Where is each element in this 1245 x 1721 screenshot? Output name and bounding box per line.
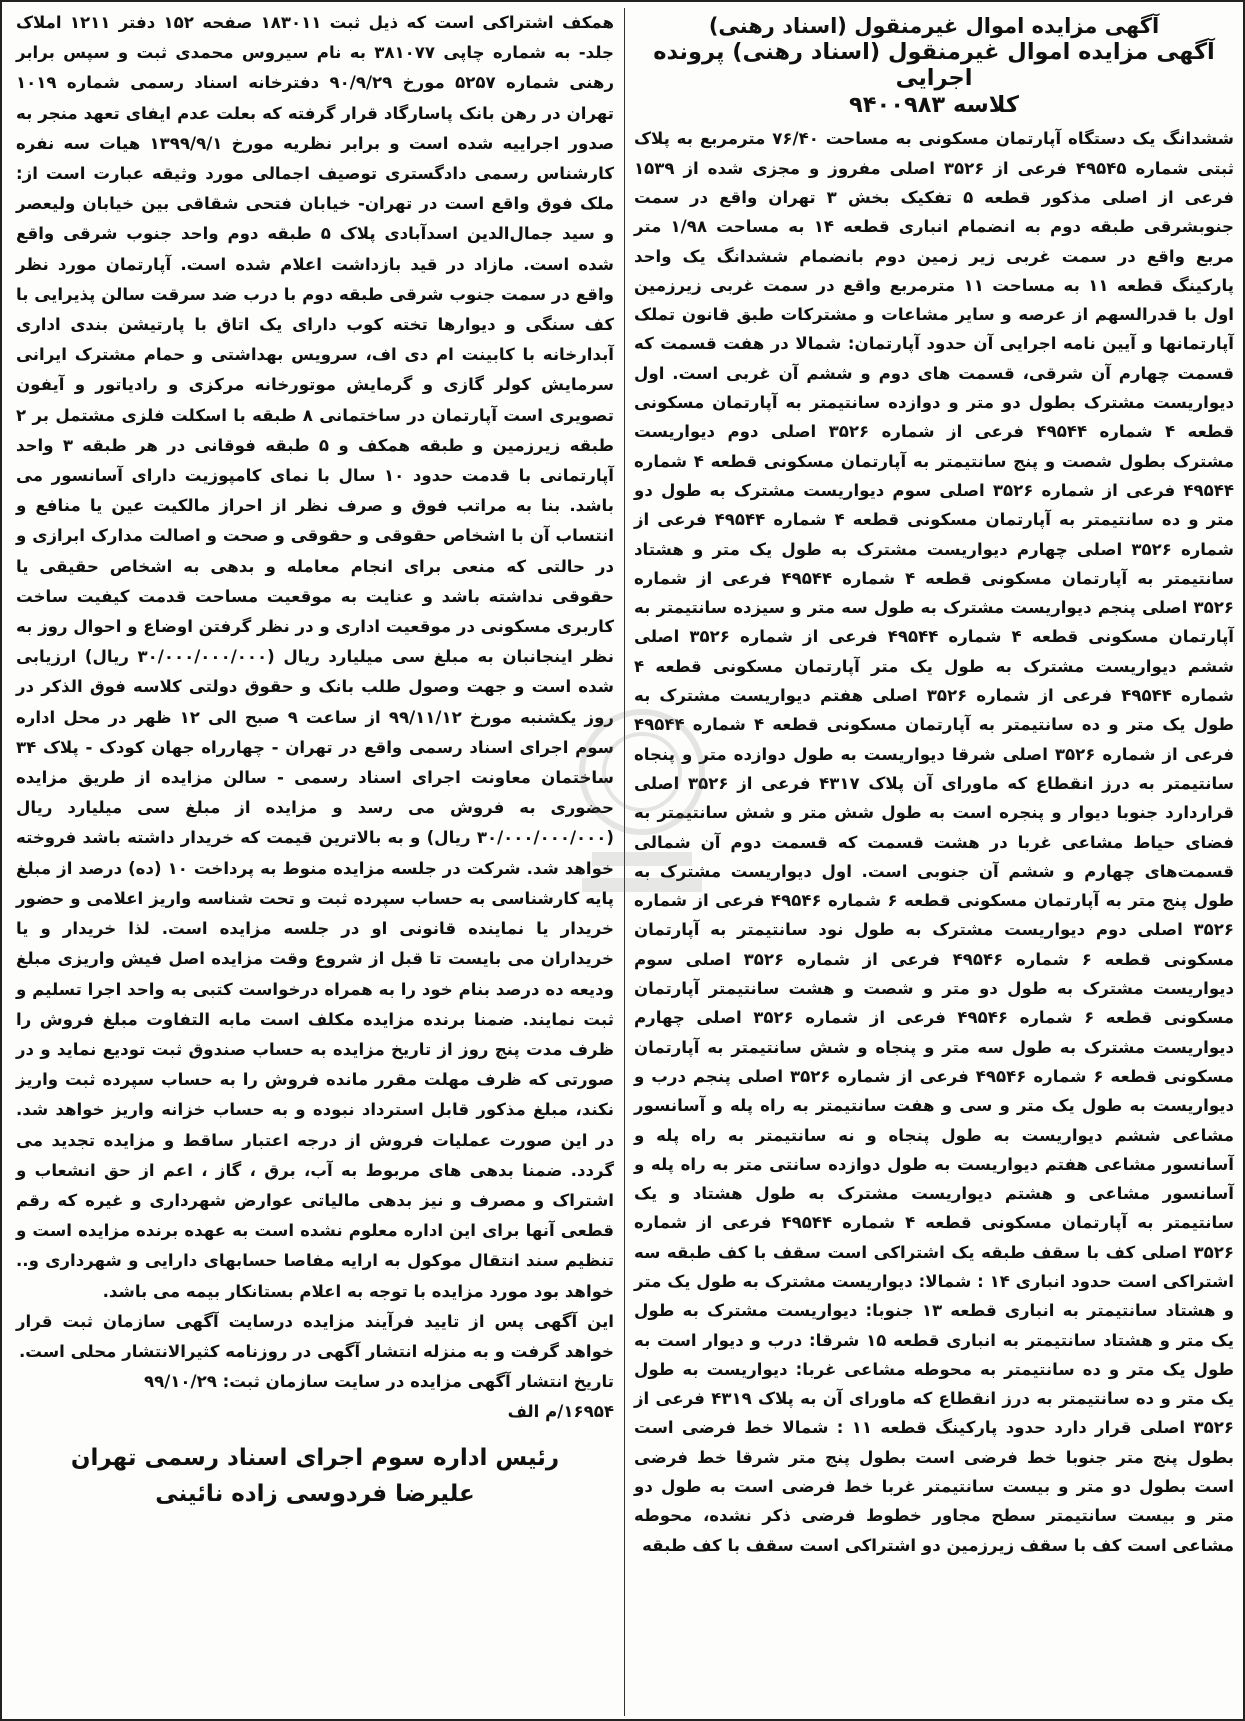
notice-headline-line3: کلاسه ۹۴۰۰۹۸۳ — [849, 91, 1019, 118]
signature-block — [16, 1441, 614, 1512]
column-divider — [624, 8, 625, 1716]
reference-code: ۱۶۹۵۴/م الف — [507, 1402, 614, 1422]
auction-terms-text: همکف اشتراکی است که ذیل ثبت ۱۸۳۰۱۱ صفحه ۱۵۲ دفتر ۱۲۱۱ املاک جلد- به شماره چاپی ۳۸۱۰۷۷ به نام سیروس محمدی ثبت و سپس برابر رهنی شماره ۵۲۵۷ مورخ ۹۰/۹/۲۹ دفترخانه اسناد رسمی شماره ۱۰۱۹ تهران در رهن بانک پاسارگاد قرار گرفته که بعلت عدم ایفای تعهد منجر به صدور اجراییه شده است و برابر نظریه مورخ ۱۳۹۹/۹/۱ هیات سه نفره کارشناس رسمی دادگستری توصیف اجمالی مورد وثیقه عبارت است از: ملک فوق واقع است در تهران- خیابان فتحی شقاقی بین خیابان ولیعصر و سید جمال‌الدین اسدآبادی پلاک ۵ طبقه دوم واحد جنوب شرقی واقع شده است. مازاد در قید بازداشت اعلام شده است. آپارتمان مورد نظر واقع در سمت جنوب شرقی طبقه دوم با درب ضد سرقت سالن پذیرایی با کف سنگی و دیوارها تخته کوب دارای یک اتاق با پارتیشن بندی اداری آبدارخانه با کابینت ام دی اف، سرویس بهداشتی و حمام مشترک ایرانی سرمایش کولر گازی و گرمایش موتورخانه مرکزی و رادیاتور و آیفون تصویری است آپارتمان در ساختمانی ۸ طبقه با اسکلت فلزی مشتمل بر ۲ طبقه زیرزمین و طبقه همکف و ۵ طبقه فوقانی در هر طبقه ۳ واحد آپارتمانی با قدمت حدود ۱۰ سال با نمای کامپوزیت دارای آسانسور می باشد. بنا به مراتب فوق و صرف نظر از احراز مالکیت عین یا منافع و انتساب آن با اشخاص حقوقی و حقوقی و صحت و اصالت مدارک ابرازی و در حالتی که منعی برای انجام معامله و بدهی به اشخاص حقیقی یا حقوقی نداشته باشد و عنایت به موقعیت مساحت قدمت کیفیت ساخت کاربری مسکونی در موقعیت اداری و در نظر گرفتن اوضاع و احوال روز به نظر اینجانبان به مبلغ سی میلیارد ریال (۳۰/۰۰۰/۰۰۰/۰۰۰ ریال) ارزیابی شده است و جهت وصول طلب بانک و حقوق دولتی کلاسه فوق الذکر در روز یکشنبه مورخ ۹۹/۱۱/۱۲ از ساعت ۹ صبح الی ۱۲ ظهر در محل اداره سوم اجرای اسناد رسمی واقع در تهران - چهارراه جهان کودک - پلاک ۳۴ ساختمان معاونت اجرای اسناد رسمی - سالن مزایده از طریق مزایده حضوری به فروش می رسد و مزایده از مبلغ سی میلیارد ریال (۳۰/۰۰۰/۰۰۰/۰۰۰ ریال) و به بالاترین قیمت که خریدار داشته باشد فروخته خواهد شد. شرکت در جلسه مزایده منوط به پرداخت ۱۰ (ده) درصد از مبلغ پایه کارشناسی به حساب سپرده ثبت و تحت شناسه واریز اعلامی و حضور خریدار یا نماینده قانونی او در جلسه مزایده است. لذا خریدار و یا خریداران می بایست تا قبل از شروع وقت مزایده اصل فیش واریزی مبلغ ودیعه ده درصد بنام خود را به همراه درخواست کتبی به واحد اجرا تسلیم و ثبت نمایند. ضمنا برنده مزایده مکلف است مابه التفاوت مبلغ فروش را ظرف مدت پنج روز از تاریخ مزایده به حساب صندوق ثبت تودیع نماید و در صورتی که ظرف مهلت مقرر مانده فروش را به حساب سپرده ثبت واریز نکند، مبلغ مذکور قابل استرداد نبوده و به حساب خزانه واریز خواهد شد. در این صورت عملیات فروش از درجه اعتبار ساقط و مزایده تجدید می گردد. ضمنا بدهی های مربوط به آب، برق ، گاز ، اعم از حق انشعاب و اشتراک و مصرف و نیز بدهی مالیاتی عوارض شهرداری و غیره که رقم قطعی آنها برای این اداره معلوم نشده است به عهده برنده مزایده است و تنظیم سند انتقال موکول به ارایه مفاصا حسابهای دارایی و شهرداری و.. خواهد بود مورد مزایده با توجه به اعلام بستانکار بیمه می باشد. — [16, 13, 615, 1301]
publication-note-text: این آگهی پس از تایید فرآیند مزایده درسایت آگهی سازمان ثبت قرار خواهد گرفت و به منزله انتشار آگهی در روزنامه کثیرالانتشار محلی است. — [16, 1311, 614, 1361]
left-column — [8, 8, 618, 1716]
publish-date-line: تاریخ انتشار آگهی مزایده در سایت سازمان ثبت: ۹۹/۱۰/۲۹ — [143, 1372, 614, 1392]
notice-headline-line2: آگهی مزایده اموال غیرمنقول (اسناد رهنی) پرونده اجرایی — [653, 38, 1215, 92]
notice-headline-line1: آگهی مزایده اموال غیرمنقول (اسناد رهنی) — [708, 14, 1160, 38]
property-description-text: ششدانگ یک دستگاه آپارتمان مسکونی به مساحت ۷۶/۴۰ مترمربع به پلاک ثبتی شماره ۴۹۵۴۵ فرعی از ۳۵۲۶ اصلی مفروز و مجزی شده از ۱۵۳۹ فرعی از اصلی مذکور قطعه ۵ تفکیک بخش ۳ تهران واقع در سمت جنوبشرقی طبقه دوم به انضمام انباری قطعه ۱۴ به مساحت ۱/۹۸ متر مربع واقع در سمت غربی زیر زمین دوم بانضمام ششدانگ یک واحد پارکینگ قطعه ۱۱ به مساحت ۱۱ مترمربع واقع در سمت غربی زیرزمین اول با قدرالسهم از عرصه و سایر مشاعات و مشترکات طبق قانون تملک آپارتمانها و آیین نامه اجرایی آن حدود آپارتمان: شمالا در هفت قسمت که قسمت چهارم آن شرقی، قسمت های دوم و ششم آن غربی است. اول دیواریست مشترک بطول دو متر و دوازده سانتیمتر به آپارتمان مسکونی قطعه ۴ شماره ۴۹۵۴۴ فرعی از شماره ۳۵۲۶ اصلی دوم دیواریست مشترک بطول شصت و پنج سانتیمتر به آپارتمان مسکونی قطعه ۴ شماره ۴۹۵۴۴ فرعی از شماره ۳۵۲۶ اصلی سوم دیواریست مشترک به طول دو متر و ده سانتیمتر به آپارتمان مسکونی قطعه ۴ شماره ۴۹۵۴۴ فرعی از شماره ۳۵۲۶ اصلی چهارم دیواریست مشترک به طول یک متر و هشتاد سانتیمتر به آپارتمان مسکونی قطعه ۴ شماره ۴۹۵۴۴ فرعی از شماره ۳۵۲۶ اصلی پنجم دیواریست مشترک به طول سه متر و سیزده سانتیمتر به آپارتمان مسکونی قطعه ۴ شماره ۴۹۵۴۴ فرعی از شماره ۳۵۲۶ اصلی ششم دیواریست مشترک به طول یک متر آپارتمان مسکونی قطعه ۴ شماره ۴۹۵۴۴ فرعی از شماره ۳۵۲۶ اصلی هفتم دیواریست مشترک به طول یک متر و ده سانتیمتر به آپارتمان مسکونی قطعه ۴ شماره ۴۹۵۴۴ فرعی از شماره ۳۵۲۶ اصلی شرقا دیواریست به طول دوازده متر و پنجاه سانتیمتر به درز انقطاع که ماورای آن پلاک ۴۳۱۷ فرعی از ۳۵۲۶ اصلی قراردارد جنوبا دیوار و پنجره است به طول شش متر و شش سانتیمتر به فضای حیاط مشاعی غربا در هشت قسمت که قسمت دوم آن شمالی قسمت‌های چهارم و ششم آن جنوبی است. اول دیواریست مشترک به طول پنج متر به آپارتمان مسکونی قطعه ۶ شماره ۴۹۵۴۶ فرعی از شماره ۳۵۲۶ اصلی دوم دیواریست مشترک به طول نود سانتیمتر به آپارتمان مسکونی قطعه ۶ شماره ۴۹۵۴۶ فرعی از شماره ۳۵۲۶ اصلی سوم دیواریست مشترک به طول دو متر و شصت و هشت سانتیمتر آپارتمان مسکونی قطعه ۶ شماره ۴۹۵۴۶ فرعی از شماره ۳۵۲۶ اصلی چهارم دیواریست مشترک به طول سه متر و پنجاه و شش سانتیمتر به آپارتمان مسکونی قطعه ۶ شماره ۴۹۵۴۶ فرعی از شماره ۳۵۲۶ اصلی پنجم درب و دیواریست به طول یک متر و سی و هفت سانتیمتر به راه پله و آسانسور مشاعی ششم دیواریست به طول پنجاه و نه سانتیمتر به راه پله و آسانسور مشاعی هفتم دیواریست به طول دوازده سانتی متر به راه پله و آسانسور مشاعی و هشتم دیواریست مشترک به طول هشتاد و یک سانتیمتر به آپارتمان مسکونی قطعه ۴ شماره ۴۹۵۴۴ فرعی از شماره ۳۵۲۶ اصلی کف با سقف طبقه یک اشتراکی است سقف با کف طبقه سه اشتراکی است حدود انباری ۱۴ : شمالا: دیواریست مشترک به طول یک متر و هشتاد سانتیمتر به انباری قطعه ۱۳ جنوبا: دیواریست مشترک به طول یک متر و هشتاد سانتیمتر به انباری قطعه ۱۵ شرقا: درب و دیوار است به طول یک متر و ده سانتیمتر به محوطه مشاعی غربا: دیواریست به طول یک متر و ده سانتیمتر به درز انقطاع که ماورای آن به پلاک ۴۳۱۹ فرعی از ۳۵۲۶ اصلی قرار دارد حدود پارکینگ قطعه ۱۱ : شمالا خط فرضی است بطول پنج متر جنوبا خط فرضی است بطول پنج متر شرقا خط فرضی است بطول دو متر و بیست سانتیمتر غربا خط فرضی است به طول دو متر و بیست سانتیمتر سطح مجاور خطوط فرضی ذکر نشده، محوطه مشاعی است کف با سقف زیرزمین دو اشتراکی است سقف با کف طبقه — [634, 129, 1235, 1555]
signature-name: علیرضا فردوسی زاده نائینی — [155, 1480, 475, 1507]
right-column — [630, 8, 1240, 1716]
signature-title: رئیس اداره سوم اجرای اسناد رسمی تهران — [70, 1445, 560, 1472]
